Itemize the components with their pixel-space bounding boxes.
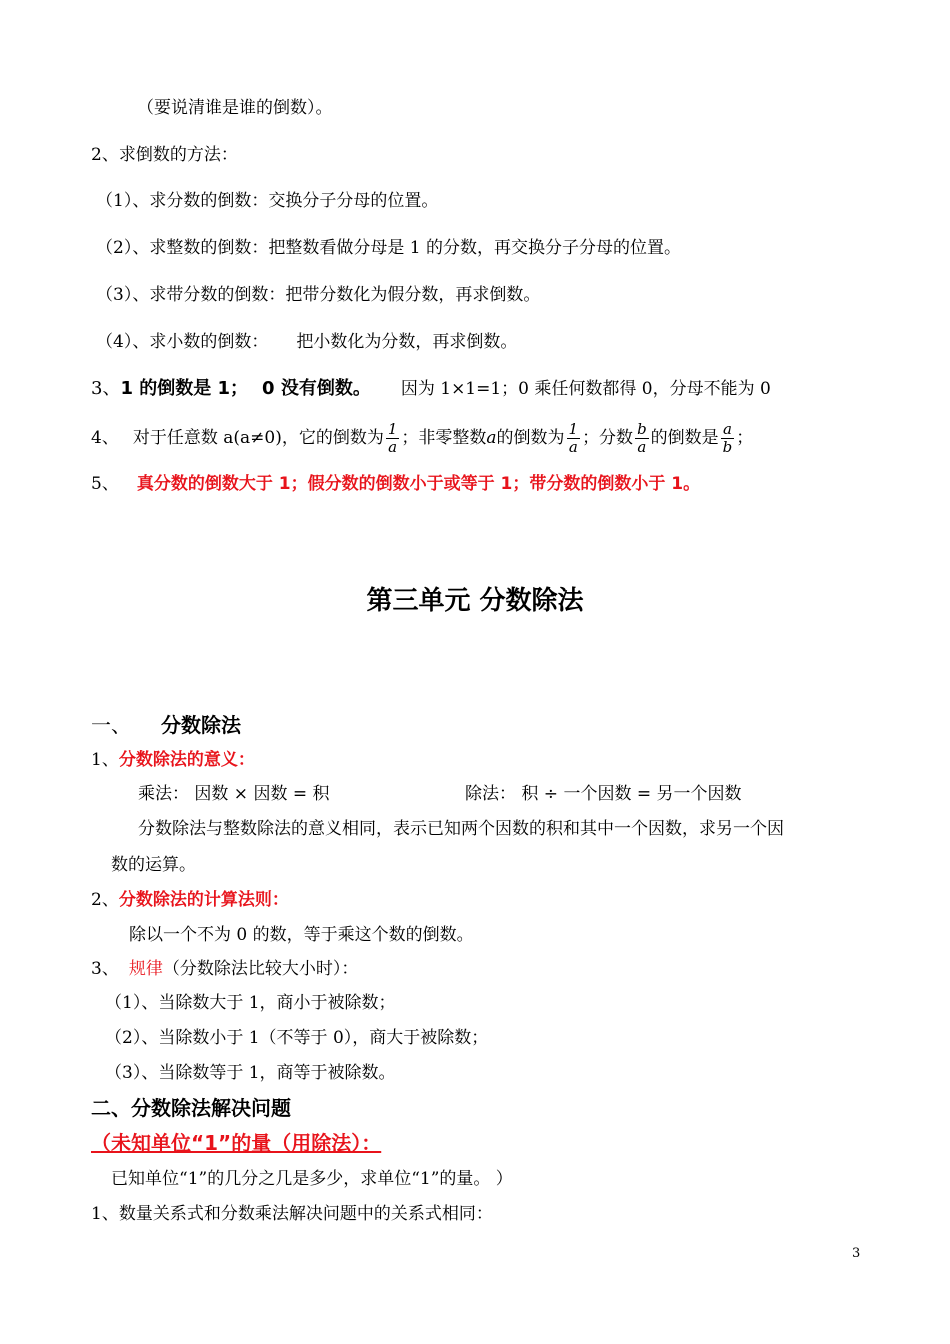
multiplication-relation: 乘法： 因数 × 因数 = 积: [138, 784, 330, 804]
rule-number: 4、: [91, 428, 119, 448]
heading-reciprocal-methods: 2、求倒数的方法：: [91, 145, 238, 165]
point-number: 1、: [91, 750, 119, 770]
meaning-text-2: 数的运算。: [111, 855, 196, 875]
section-title: 分数除法: [161, 713, 241, 737]
point-rule-heading: [91, 888, 289, 912]
division-relation: 除法： 积 ÷ 一个因数 = 另一个因数: [465, 784, 742, 804]
method-mixed-number: （3）、求带分数的倒数：把带分数化为假分数，再求倒数。: [96, 285, 541, 305]
point-meaning-title: 分数除法的意义：: [118, 750, 255, 770]
pattern-1: （1）、当除数大于 1，商小于被除数；: [105, 993, 396, 1013]
section-number: 一、: [91, 713, 131, 737]
text-fraction: ；分数: [582, 428, 634, 448]
section-two-subheading: （未知单位“1”的量（用除法）：: [91, 1131, 382, 1155]
fraction-b-over-a: $\frac{b}{a}$: [637, 420, 647, 456]
meaning-text-1: 分数除法与整数除法的意义相同，表示已知两个因数的积和其中一个因数，求另一个因: [138, 819, 784, 839]
rule-fraction-comparison-text: 真分数的倒数大于 1；假分数的倒数小于或等于 1；带分数的倒数小于 1。: [136, 474, 701, 494]
rule-one-and-zero: [91, 377, 771, 401]
rule-reason: 因为 1×1=1；0 乘任何数都得 0，分母不能为 0: [400, 379, 771, 399]
rule-number: 5、: [91, 474, 119, 494]
fraction-a-over-b: $\frac{a}{b}$: [722, 420, 733, 456]
section-two-heading: 二、分数除法解决问题: [91, 1096, 291, 1120]
pattern-2: （2）、当除数小于 1（不等于 0），商大于被除数；: [105, 1028, 489, 1048]
fraction-1-over-a-second: $\frac{1}{a}$: [568, 420, 579, 456]
point-number: 2、: [91, 890, 119, 910]
pattern-3: （3）、当除数等于 1，商等于被除数。: [105, 1063, 396, 1083]
section-two-text: 已知单位“1”的几分之几是多少，求单位“1”的量。 ）: [111, 1169, 513, 1189]
point-number: 3、: [91, 959, 119, 979]
point-meaning-heading: [91, 748, 255, 772]
method-decimal-text: 把小数化为分数，再求倒数。: [296, 332, 518, 352]
text-reciprocal-is: 的倒数为: [496, 428, 565, 448]
section-one-heading: [91, 711, 241, 739]
text-nonzero-integer: ；非零整数: [401, 428, 487, 448]
method-fraction: （1）、求分数的倒数：交换分子分母的位置。: [96, 191, 439, 211]
point-pattern-rest: （分数除法比较大小时）：: [162, 959, 359, 979]
rule-one: 1 的倒数是 1；: [120, 378, 249, 399]
point-rule-title: 分数除法的计算法则：: [118, 890, 289, 910]
point-pattern-heading: [91, 957, 358, 981]
method-decimal: [96, 330, 517, 354]
method-integer: （2）、求整数的倒数：把整数看做分母是 1 的分数，再交换分子分母的位置。: [96, 238, 681, 258]
page-number: 3: [852, 1246, 861, 1261]
line-reciprocal-note: （要说清谁是谁的倒数）。: [137, 98, 333, 118]
rule-fraction-comparison: [91, 472, 700, 496]
section-two-point-1: 1、数量关系式和分数乘法解决问题中的关系式相同：: [91, 1204, 493, 1224]
rule-text: 除以一个不为 0 的数，等于乘这个数的倒数。: [129, 925, 474, 945]
text-any-number: 对于任意数 a(a≠0)，它的倒数为: [132, 428, 384, 448]
fraction-1-over-a: $\frac{1}{a}$: [387, 420, 398, 456]
rule-general-reciprocal: [91, 418, 753, 458]
page-title: 第三单元 分数除法: [366, 586, 584, 616]
point-pattern-title: 规律: [128, 959, 163, 979]
rule-number: 3、: [91, 378, 121, 399]
rule-zero: 0 没有倒数。: [262, 378, 371, 399]
text-semicolon: ；: [736, 428, 754, 448]
variable-a: a: [486, 428, 497, 448]
text-reciprocal-is-second: 的倒数是: [650, 428, 719, 448]
method-decimal-label: （4）、求小数的倒数：: [96, 332, 269, 352]
